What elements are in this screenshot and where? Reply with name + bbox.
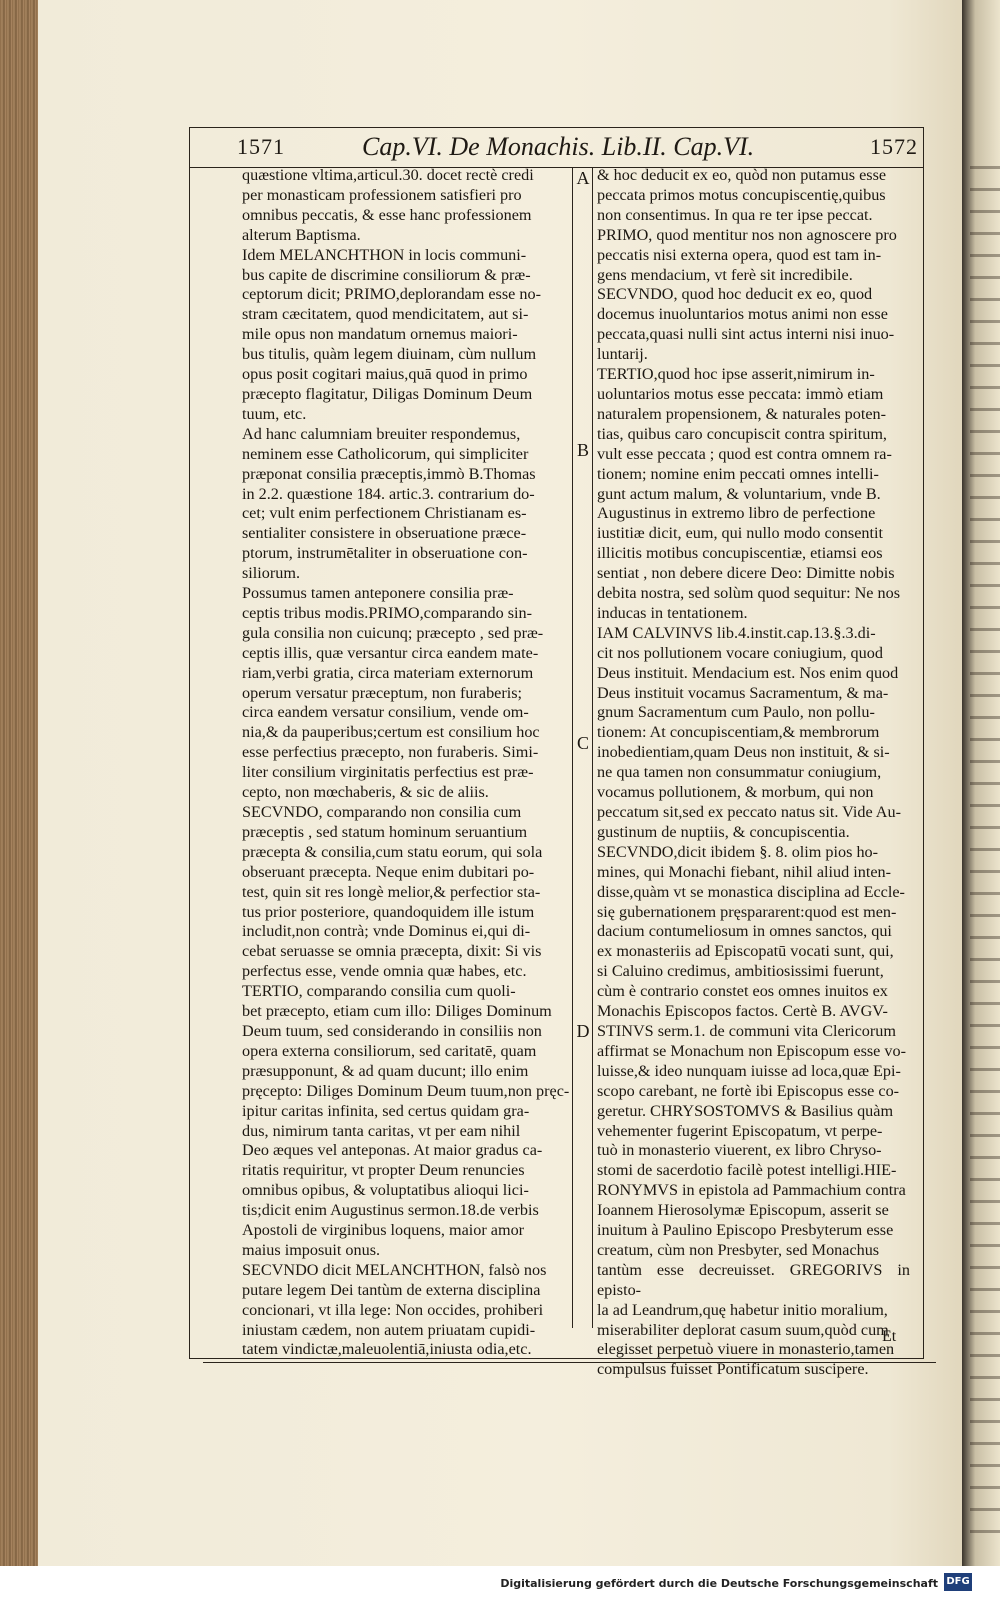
page-number-right: 1572 [870, 134, 918, 159]
marginal-letter-d: D [576, 1021, 590, 1041]
page-gutter [962, 0, 1000, 1566]
funding-credit: Digitalisierung gefördert durch die Deutsche Forschungsgemeinschaft [500, 1577, 938, 1590]
paragraph: SECVNDO,dicit ibidem §. 8. olim pios ho- mines, qui Monachi fiebant, nihil aliud inten- disse,quàm vt se monastica disciplina ad Eccle- się gubernationem pręspararent:quod est men- dacium contumeliosum in omnes sanctos, qui ex monasteriis ad Episcopatū vocati sunt, qui, si Caluino credimus, ambitiosissimi fuerunt, cùm è contrario constet eos omnes inuitos ex Monachis Episcopos factos. Certè B. AVGV- STINVS serm.1. de communi vita Clericorum affirmat se Monachum non Episcopum esse vo- luisse,& ideo nunquam iuisse ad loca,quæ Epi- scopo carebant, ne fortè ibi Episcopus esse co- geretur. CHRYSOSTOMVS & Basilius quàm vehementer fugerint Episcopatum, vt perpe- tuò in monasterio viuerent, ex libro Chryso- stomi de sacerdotio facilè potest intelligi.HIE- RONYMVS in epistola ad Pammachium contra Ioannem Hierosolymæ Episcopum, asserit se inuitum à Paulino Episcopo Presbyterum esse creatum, cùm non Presbyter, sed Monachus tantùm esse decreuisset. GREGORIVS in episto- la ad Leandrum,quę habetur initio moralium, miserabiliter deplorat casum suum,quòd cum elegisset perpetuò viuere in monasterio,tamen compulsus fuisset Pontificatum suscipere. [597, 842, 910, 1379]
column-rule-left [572, 168, 573, 1328]
book-edge-left [0, 0, 38, 1566]
paragraph: TERTIO,quod hoc ipse asserit,nimirum in- uoluntarios motus esse peccata: immò etiam naturalem propensionem, & naturales poten- tias, quibus caro concupiscit contra spiritum, vult esse peccata ; quod est contra omnem ra- tionem; nomine enim peccati omnes intelli- gunt actum malum, & voluntarium, vnde B. Augustinus in extremo libro de perfectione iustitiæ dicit, eum, qui nullo modo consentit illicitis motibus concupiscentiæ, etiamsi eos sentiat , non debere dicere Deo: Dimitte nobis debita nostra, sed solùm quod sequitur: Ne nos inducas in tentationem. [597, 365, 901, 622]
paragraph: IAM CALVINVS lib.4.instit.cap.13.§.3.di- cit nos pollutionem vocare coniugium, quod Deus instituit. Mendacium est. Nos enim quod Deus instituit vocamus Sacramentum, & ma- gnum Sacramentum cum Paulo, non pollu- tionem: At concupiscentiam,& membrorum inobedientiam,quam Deus non instituit, & si- ne qua tamen non consummatur coniugium, vocamus pollutionem, & morbum, qui non peccatum sit,sed ex peccato natus sit. Vide Au- gustinum de nuptiis, & concupiscentia. [597, 623, 901, 841]
paragraph: SECVNDO dicit MELANCHTHON, falsò nos putare legem Dei tantùm de externa disciplina concionari, vt illa lege: Non occides, prohiberi iniustam cædem, non autem priuatam cupidi- tatem vindictæ,maleuolentiā,iniusta odia,etc. [242, 1260, 547, 1359]
dfg-logo-icon: DFG [944, 1573, 972, 1591]
catchword: Et [882, 1328, 897, 1345]
marginal-letter-c: C [576, 733, 589, 753]
running-title: Cap.VI. De Monachis. Lib.II. Cap.VI. [362, 132, 755, 161]
marginal-letter-a: A [576, 168, 590, 188]
footer-bar [0, 1566, 1000, 1598]
paragraph: & hoc deducit ex eo, quòd non putamus esse peccata primos motus concupiscentię,quibus non consentimus. In qua re ter ipse peccat. PRIMO, quod mentitur nos non agnoscere pro peccatis nisi externa opera, quod est tam in- gens mendacium, vt ferè sit incredibile. [597, 166, 897, 284]
paragraph: SECVNDO, comparando non consilia cum præceptis , sed statum hominum seruantium præcepta & consilia,cum statu eorum, qui sola obseruant præcepta. Neque enim dubitari po- test, quin sit res longè melior,& perfectior sta- tus prior posteriore, quandoquidem ille istum includit,non contrà; vnde Dominus ei,qui di- cebat seruasse se omnia præcepta, dixit: Si vis perfectus esse, vende omnia quæ habes, etc. [242, 803, 543, 981]
gutter-bleed-text [970, 150, 1000, 1550]
column-rule-right [592, 168, 593, 1328]
paragraph: Possumus tamen anteponere consilia præ- ceptis tribus modis.PRIMO,comparando sin- gula consilia non cuicunq; præcepto , sed præ- ceptis illis, quæ versantur circa eandem mate- riam,verbi gratia, circa materiam externorum operum versatur præceptum, non furaberis; circa eandem versatur consilium, vende om- nia,& da pauperibus;certum est consilium hoc esse perfectius præcepto, non furaberis. Simi- liter consilium virginitatis perfectius est præ- cepto, non mœchaberis, & sic de aliis. [242, 584, 544, 802]
right-column [597, 166, 910, 1380]
paragraph: TERTIO, comparando consilia cum quoli- bet præcepto, etiam cum illo: Diliges Dominum Deum tuum, sed considerando in consiliis non opera externa consiliorum, sed caritatē, quam præsupponunt, & ad quam ducunt; illo enim pręcepto: Diliges Dominum Deum tuum,non pręc- ipitur caritas infinita, sed certus quidam gra- dus, nimirum tanta caritas, vt per eam nihil Deo æques vel anteponas. At maior gradus ca- ritatis requiritur, vt propter Deum renuncies omnibus opibus, & voluptatibus alioqui lici- tis;dicit enim Augustinus sermon.18.de verbis Apostoli de virginibus loquens, maior amor maius imposuit onus. [242, 982, 570, 1259]
paragraph: Idem MELANCHTHON in locis communi- bus capite de discrimine consiliorum & præ- ceptorum dicit; PRIMO,deplorandam esse no- stram cæcitatem, quod mendicitatem, aut si- mile opus non mandatum ornemus maiori- bus titulis, quàm legem diuinam, cùm nullum opus posit cogitari maius,quā quod in primo præcepto flagitatur, Diligas Dominum Deum tuum, etc. [242, 245, 541, 423]
left-column [242, 166, 572, 1360]
page-number-left: 1571 [237, 134, 285, 159]
paragraph: Ad hanc calumniam breuiter respondemus, neminem esse Catholicorum, qui simpliciter præponat consilia præceptis,immò B.Thomas in 2.2. quæstione 184. artic.3. contrarium do- cet; vult enim perfectionem Christianam es- sentialiter consistere in obseruatione præce- ptorum, instrumētaliter in obseruatione con- siliorum. [242, 424, 536, 583]
running-header [190, 132, 922, 166]
paragraph: quæstione vltima,articul.30. docet rectè credi per monasticam professionem satisfieri pro omnibus peccatis, & esse hanc professionem alterum Baptisma. [242, 166, 534, 244]
paragraph: SECVNDO, quod hoc deducit ex eo, quod docemus inuoluntarios motus animi non esse peccata,quasi nulli sint actus interni nisi inuo- luntarij. [597, 285, 895, 364]
marginal-letter-b: B [576, 440, 589, 460]
